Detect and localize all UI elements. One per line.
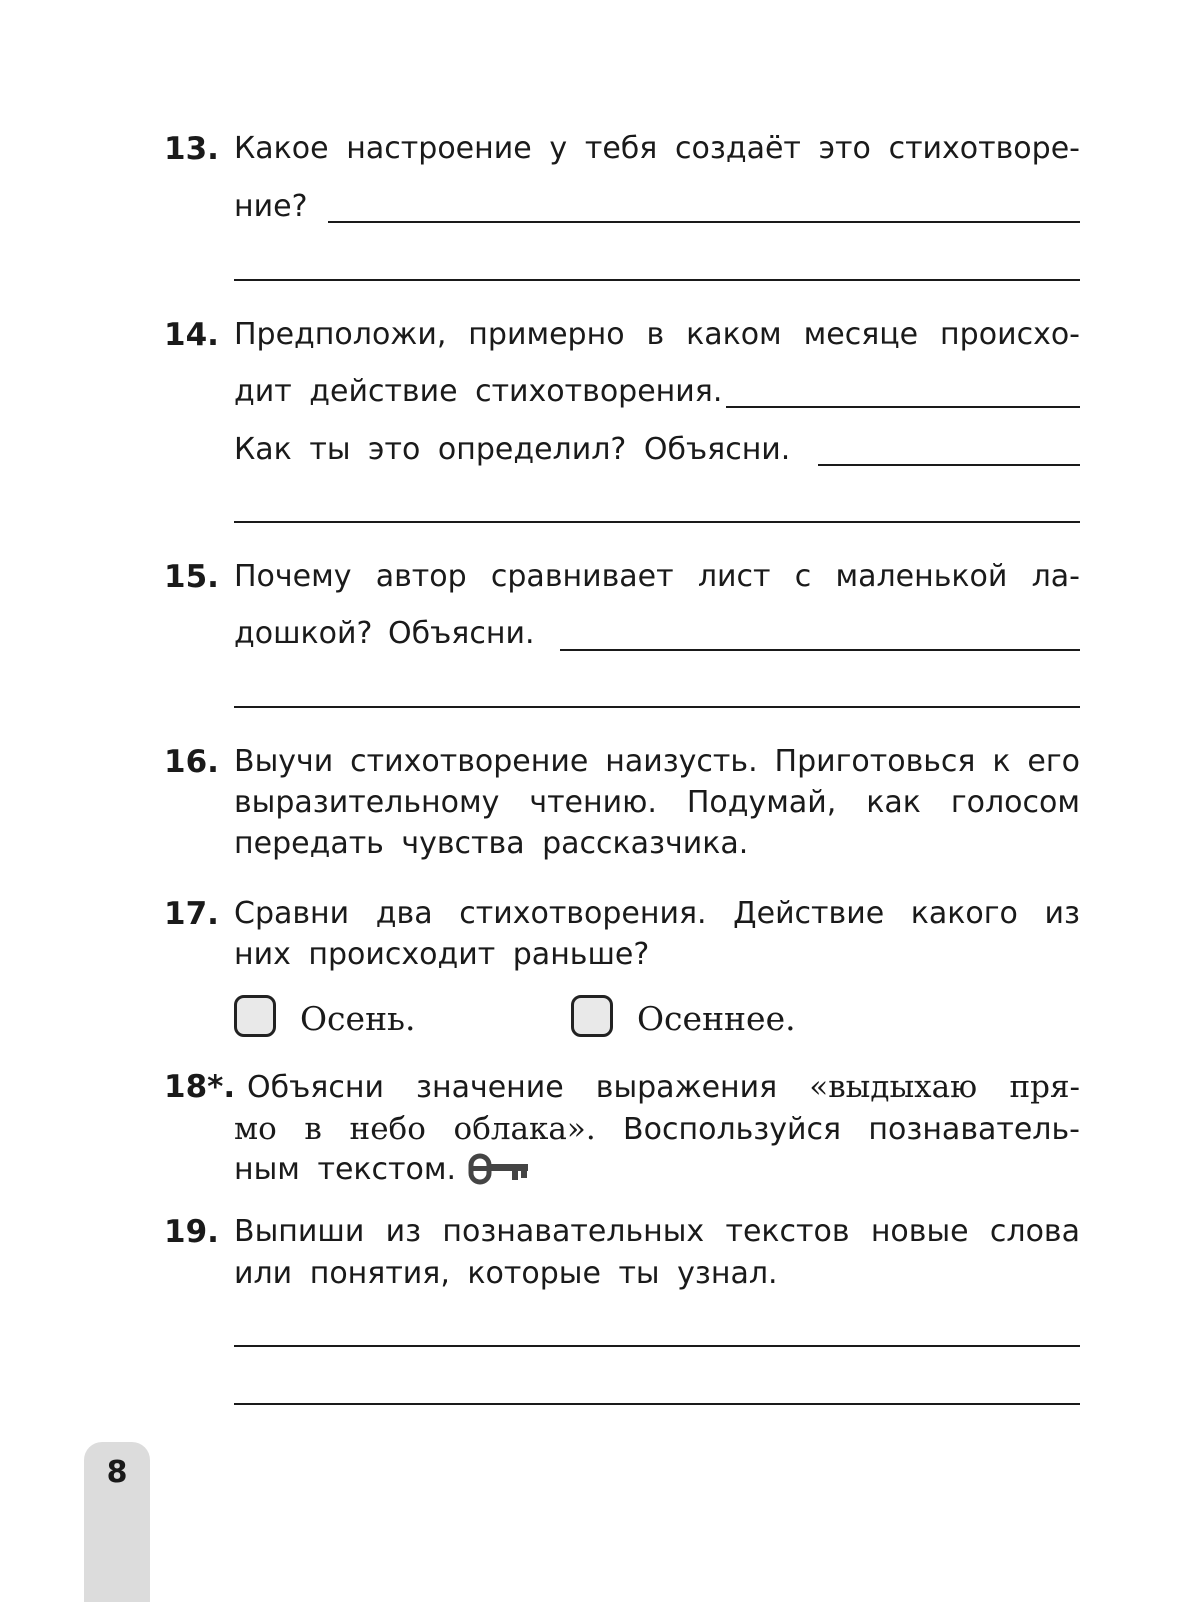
task-18-quote-end: мо в небо облака». [234,1111,596,1147]
task-15-line-1: Почему автор сравнивает лист с маленькой ла- [234,559,1080,594]
task-18-line-1-text: Объясни значение выражения [247,1070,810,1105]
key-icon [468,1153,530,1185]
option-checkbox-1[interactable] [234,995,276,1037]
task-14-answer-line-2[interactable] [818,464,1080,466]
task-18-line-1 [247,1069,1080,1105]
task-19-line-2: или понятия, которые ты узнал. [234,1256,778,1291]
task-14-line-3: Как ты это определил? Объясни. [234,432,791,467]
task-18-line-2 [234,1111,1080,1147]
task-16-line-1: Выучи стихотворение наизусть. Приготовься к его [234,744,1080,779]
task-15-line-2: дошкой? Объясни. [234,616,535,651]
option-label-2: Осеннее. [637,999,796,1038]
task-18-number: 18*. [164,1069,236,1105]
option-label-1: Осень. [300,999,416,1038]
task-15-answer-line-2[interactable] [234,706,1080,708]
task-19-answer-line-2[interactable] [234,1403,1080,1405]
task-17-number: 17. [164,896,219,932]
task-15-number: 15. [164,559,219,595]
task-16-line-2: выразительному чтению. Подумай, как голосом [234,785,1080,820]
task-19-answer-line-1[interactable] [234,1345,1080,1347]
page-number: 8 [106,1455,128,1490]
task-14-answer-line-1[interactable] [726,406,1080,408]
task-14-answer-line-3[interactable] [234,521,1080,523]
task-19-number: 19. [164,1214,219,1250]
task-17-line-1: Сравни два стихотворения. Действие какого из [234,896,1080,931]
task-13-answer-line-1[interactable] [328,221,1080,223]
task-16-number: 16. [164,744,219,780]
task-16-line-3: передать чувства рассказчика. [234,826,749,861]
task-18-line-2-text: Воспользуйся познаватель- [595,1112,1080,1147]
task-13-line-1: Какое настроение у тебя создаёт это стихотворе- [234,131,1080,166]
task-19-line-1: Выпиши из познавательных текстов новые слова [234,1214,1080,1249]
option-checkbox-2[interactable] [571,995,613,1037]
task-13-line-2: ние? [234,189,308,224]
task-15-answer-line-1[interactable] [560,649,1080,651]
task-13-number: 13. [164,131,219,167]
task-14-number: 14. [164,317,219,353]
task-14-line-2: дит действие стихотворения. [234,374,723,409]
task-18-quote-start: «выдыхаю пря- [809,1069,1080,1105]
task-13-answer-line-2[interactable] [234,279,1080,281]
task-17-line-2: них происходит раньше? [234,937,650,972]
task-18-line-3: ным текстом. [234,1152,457,1187]
task-14-line-1: Предположи, примерно в каком месяце происхо- [234,317,1080,352]
